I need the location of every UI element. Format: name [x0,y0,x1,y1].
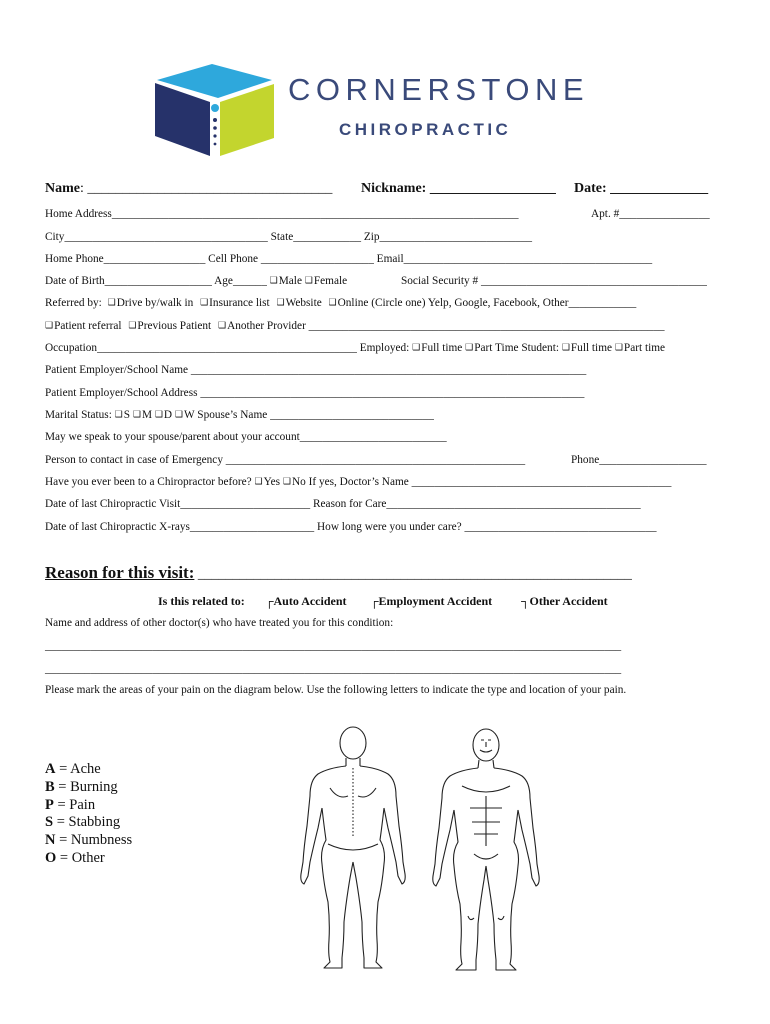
chiro-before-label: Have you ever been to a Chiropractor before? [45,476,252,488]
insurance-list-checkbox[interactable]: ❑ Insurance list [200,297,270,309]
drive-by-checkbox[interactable]: ❑ Drive by/walk in [108,297,194,309]
part-time-checkbox[interactable]: ❑ Part time [615,342,665,354]
other-doctors-label: Name and address of other doctor(s) who have treated you for this condition: [45,617,394,629]
chiro-before-row [45,476,671,488]
auto-accident-box-icon: ┌ [265,594,274,608]
legend-item: O = Other [45,849,105,866]
online-checkbox[interactable]: ❑ Online (Circle one) Yelp, Google, Facebook, Other____________ [329,297,637,309]
pain-legend [45,761,132,868]
legend-item: P = Pain [45,796,96,813]
male-checkbox[interactable]: ❑ Male [270,275,302,287]
other-accident-option[interactable]: ┐Other Accident [521,594,608,608]
logo [150,60,610,160]
spouse-name-field[interactable]: Spouse’s Name _____________________________ [197,409,434,421]
reason-row [45,563,632,583]
legend-item: B = Burning [45,778,118,795]
no-checkbox[interactable]: ❑ No If yes, Doctor’s Name ______________________________________________ [283,476,672,488]
phone-email-field[interactable]: Home Phone__________________ Cell Phone ____________________ Email____________________________________________ [45,253,653,265]
dob-row [45,275,347,287]
pain-instruction: Please mark the areas of your pain on the diagram below. Use the following letters to indicate the type and location of your pain. [45,684,627,696]
patient-referral-checkbox[interactable]: ❑ Patient referral [45,320,122,332]
previous-patient-checkbox[interactable]: ❑ Previous Patient [128,320,211,332]
related-label: Is this related to: [158,594,245,608]
reason-heading: Reason for this visit: [45,563,195,582]
emergency-contact-field[interactable]: Person to contact in case of Emergency _____________________________________________________ [45,454,526,466]
employment-accident-option[interactable]: ┌Employment Accident [370,594,493,608]
name-label: Name [45,181,80,196]
legend-item: S = Stabbing [45,814,121,831]
speak-to-field[interactable]: May we speak to your spouse/parent about your account__________________________ [45,431,447,443]
date-field[interactable]: Date: ______________ [574,181,709,196]
full-time-checkbox[interactable]: ❑ Full time [412,342,462,354]
legend-item: N = Numbness [45,832,133,849]
home-address-field[interactable]: Home Address________________________________________________________________________ [45,208,519,220]
divorced-checkbox[interactable]: ❑ D [155,409,172,421]
employer-address-field[interactable]: Patient Employer/School Address ____________________________________________________________________ [45,387,585,399]
logo-subname: CHIROPRACTIC [339,120,512,139]
logo-cube-icon [150,60,280,160]
apt-field[interactable]: Apt. #________________ [591,208,710,220]
occupation-row [45,342,665,354]
single-checkbox[interactable]: ❑ S [115,409,130,421]
logo-name: CORNERSTONE [288,72,590,107]
marital-row [45,409,434,421]
last-xrays-field[interactable]: Date of last Chiropractic X-rays______________________ How long were you under care? __________________________________ [45,521,657,533]
employment-accident-box-icon: ┌ [370,594,379,608]
name-field[interactable]: : ___________________________________ [80,181,333,196]
ssn-field[interactable]: Social Security # ________________________________________ [401,275,707,287]
name-row [45,181,332,197]
auto-accident-option[interactable]: ┌Auto Accident [265,594,347,608]
dob-age-field[interactable]: Date of Birth___________________ Age______ [45,275,267,287]
other-doctors-line-1[interactable]: ______________________________________________________________________________________________________ [45,640,622,652]
part-time-student-checkbox[interactable]: ❑ Part Time Student: [465,342,559,354]
legend-item: A = Ache [45,761,101,777]
referral-row [45,320,665,332]
full-time-student-checkbox[interactable]: ❑ Full time [562,342,612,354]
married-checkbox[interactable]: ❑ M [133,409,152,421]
emergency-phone-field[interactable]: Phone___________________ [571,454,707,466]
female-checkbox[interactable]: ❑ Female [305,275,347,287]
widowed-checkbox[interactable]: ❑ W [175,409,195,421]
nickname-field[interactable]: Nickname: __________________ [361,181,556,196]
city-state-zip-field[interactable]: City____________________________________ State____________ Zip___________________________ [45,231,533,243]
referred-label: Referred by: [45,297,102,309]
reason-field[interactable]: ______________________________________________________________ [194,567,632,582]
yes-checkbox[interactable]: ❑ Yes [255,476,281,488]
last-visit-field[interactable]: Date of last Chiropractic Visit_______________________ Reason for Care_____________________________________________ [45,498,641,510]
website-checkbox[interactable]: ❑ Website [277,297,322,309]
marital-label: Marital Status: [45,409,112,421]
referred-row [45,297,636,309]
other-accident-box-icon: ┐ [521,594,530,608]
body-back-diagram[interactable] [298,726,408,974]
other-doctors-line-2[interactable]: ______________________________________________________________________________________________________ [45,663,622,675]
employer-name-field[interactable]: Patient Employer/School Name ______________________________________________________________________ [45,364,587,376]
body-front-diagram[interactable] [430,726,542,974]
another-provider-checkbox[interactable]: ❑ Another Provider _______________________________________________________________ [218,320,665,332]
occupation-field[interactable]: Occupation______________________________________________ Employed: [45,342,410,354]
